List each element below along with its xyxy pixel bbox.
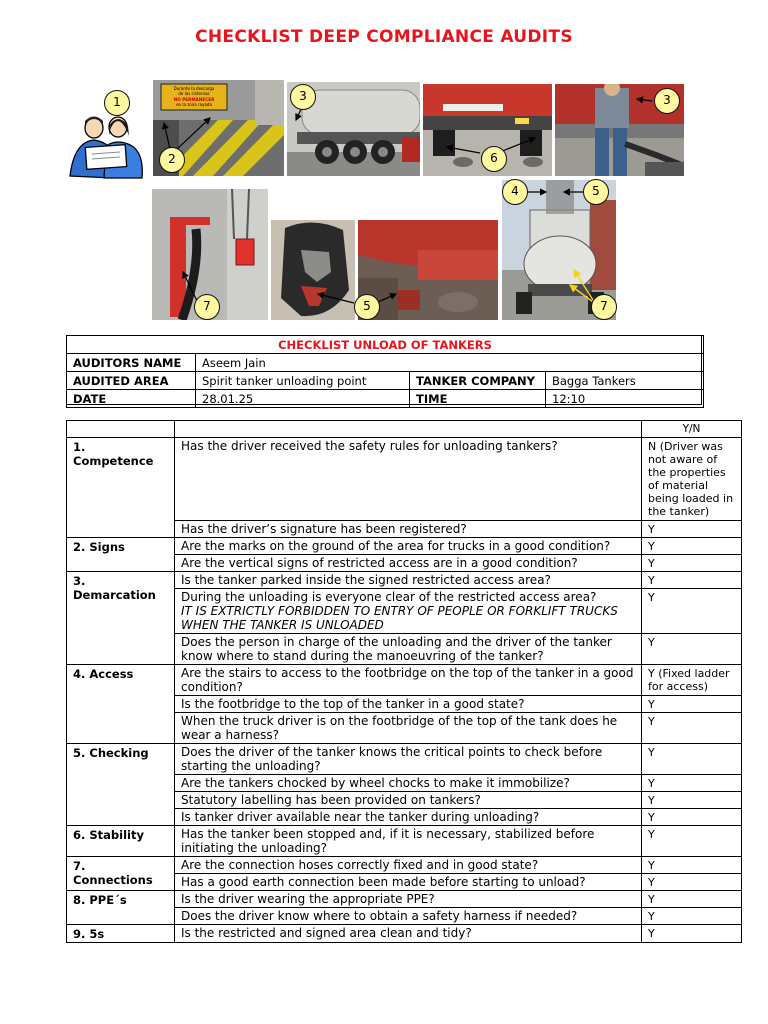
question-text: Is tanker driver available near the tanker during unloading? [181, 810, 540, 824]
checklist-row [67, 826, 742, 857]
checklist-row [67, 665, 742, 696]
auditors-name-value: Aseem Jain [196, 354, 704, 372]
question-text: When the truck driver is on the footbridge of the top of the tank does he wear a harness? [181, 714, 618, 742]
question-text: Does the driver know where to obtain a safety harness if needed? [181, 909, 578, 923]
callout-badge-5: 5 [583, 179, 609, 205]
header-blank-question [175, 421, 642, 438]
answer-cell: Y [642, 809, 742, 826]
auditors-clipart [64, 112, 150, 180]
answer-cell: Y [642, 744, 742, 775]
info-table-caption: CHECKLIST UNLOAD OF TANKERS [67, 336, 704, 354]
checklist-row [67, 925, 742, 943]
category-cell: 8. PPE´s [67, 891, 175, 925]
category-cell: 5. Checking [67, 744, 175, 826]
category-cell: 6. Stability [67, 826, 175, 857]
time-label: TIME [410, 390, 546, 408]
question-cell [175, 589, 642, 634]
tanker-company-value: Bagga Tankers [546, 372, 704, 390]
audited-area-label: AUDITED AREA [67, 372, 196, 390]
answer-cell: Y [642, 891, 742, 908]
question-text: Are the vertical signs of restricted access are in a good condition? [181, 556, 578, 570]
question-cell [175, 744, 642, 775]
question-cell [175, 891, 642, 908]
question-text: During the unloading is everyone clear of the restricted access area? [181, 590, 597, 604]
answer-cell: Y [642, 925, 742, 943]
callout-badge-2: 2 [159, 147, 185, 173]
question-cell [175, 775, 642, 792]
category-cell: 2. Signs [67, 538, 175, 572]
checklist-row [67, 538, 742, 555]
tanker-company-label: TANKER COMPANY [410, 372, 546, 390]
checklist-row [67, 572, 742, 589]
question-cell [175, 809, 642, 826]
question-cell [175, 665, 642, 696]
answer-cell: Y [642, 696, 742, 713]
question-note: IT IS EXTRICTLY FORBIDDEN TO ENTRY OF PEOPLE OR FORKLIFT TRUCKS WHEN THE TANKER IS UNLOADED [181, 604, 618, 632]
answer-cell: Y [642, 572, 742, 589]
page-title: CHECKLIST DEEP COMPLIANCE AUDITS [195, 27, 573, 47]
question-cell [175, 634, 642, 665]
question-text: Has the driver received the safety rules for unloading tankers? [181, 439, 558, 453]
question-text: Is the tanker parked inside the signed restricted access area? [181, 573, 551, 587]
question-cell [175, 713, 642, 744]
time-value: 12:10 [546, 390, 704, 408]
category-cell: 7. Connections [67, 857, 175, 891]
question-text: Are the connection hoses correctly fixed and in good state? [181, 858, 539, 872]
question-cell [175, 826, 642, 857]
category-cell: 1. Competence [67, 438, 175, 538]
answer-cell: Y [642, 792, 742, 809]
answer-cell: Y [642, 555, 742, 572]
question-text: Are the stairs to access to the footbridge on the top of the tanker in a good condition? [181, 666, 634, 694]
date-label: DATE [67, 390, 196, 408]
question-text: Is the footbridge to the top of the tanker in a good state? [181, 697, 525, 711]
sign-line-1: Durante la descarga [173, 86, 215, 91]
question-text: Is the driver wearing the appropriate PPE? [181, 892, 435, 906]
callout-badge-6: 6 [481, 146, 507, 172]
question-text: Has a good earth connection been made before starting to unload? [181, 875, 586, 889]
callout-badge-4: 4 [502, 179, 528, 205]
date-value: 28.01.25 [196, 390, 410, 408]
checklist-row [67, 891, 742, 908]
question-cell [175, 925, 642, 943]
callout-badge-3b: 3 [654, 88, 680, 114]
checklist-header-row [67, 421, 742, 438]
question-text: Statutory labelling has been provided on tankers? [181, 793, 481, 807]
callout-badge-3: 3 [290, 84, 316, 110]
header-blank-category [67, 421, 175, 438]
callout-badge-7: 7 [194, 294, 220, 320]
callout-badge-5b: 5 [354, 294, 380, 320]
question-text: Does the person in charge of the unloading and the driver of the tanker know where to stand during the manoeuvring of the tanker? [181, 635, 612, 663]
sign-line-4: en la zona rayada [176, 102, 212, 107]
auditors-name-label: AUDITORS NAME [67, 354, 196, 372]
question-cell [175, 874, 642, 891]
answer-cell: Y [642, 826, 742, 857]
category-cell: 4. Access [67, 665, 175, 744]
question-cell [175, 572, 642, 589]
wheel-chock-photo [271, 220, 355, 320]
checklist-body [67, 421, 742, 943]
answer-cell: Y [642, 775, 742, 792]
answer-cell: Y [642, 589, 742, 634]
checklist-row [67, 438, 742, 521]
answer-cell: Y [642, 521, 742, 538]
answer-cell: Y [642, 713, 742, 744]
answer-cell: Y [642, 634, 742, 665]
answer-cell: Y [642, 857, 742, 874]
answer-cell: Y [642, 908, 742, 925]
question-text: Has the tanker been stopped and, if it is necessary, stabilized before initiating the unloading? [181, 827, 595, 855]
answer-cell: Y (Fixed ladder for access) [642, 665, 742, 696]
question-cell [175, 538, 642, 555]
question-text: Are the tankers chocked by wheel chocks to make it immobilize? [181, 776, 570, 790]
checklist-row [67, 744, 742, 775]
answer-cell: N (Driver was not aware of the properties of material being loaded in the tanker) [642, 438, 742, 521]
audit-info-table [66, 335, 704, 408]
audited-area-value: Spirit tanker unloading point [196, 372, 410, 390]
checklist-table [66, 420, 742, 943]
category-cell: 9. 5s [67, 925, 175, 943]
question-text: Has the driver’s signature has been registered? [181, 522, 467, 536]
sign-line-2: de las cisternas [178, 91, 210, 96]
question-cell [175, 521, 642, 538]
question-cell [175, 792, 642, 809]
question-text: Does the driver of the tanker knows the critical points to check before starting the unloading? [181, 745, 603, 773]
answer-cell: Y [642, 874, 742, 891]
checklist-row [67, 857, 742, 874]
question-cell [175, 438, 642, 521]
yn-column-header: Y/N [642, 421, 742, 438]
question-text: Is the restricted and signed area clean and tidy? [181, 926, 472, 940]
callout-badge-7b: 7 [591, 294, 617, 320]
question-cell [175, 555, 642, 572]
category-cell: 3. Demarcation [67, 572, 175, 665]
sign-line-3: NO PERMANECER [173, 97, 215, 102]
callout-badge-1: 1 [104, 90, 130, 116]
question-cell [175, 857, 642, 874]
question-text: Are the marks on the ground of the area for trucks in a good condition? [181, 539, 611, 553]
question-cell [175, 908, 642, 925]
answer-cell: Y [642, 538, 742, 555]
question-cell [175, 696, 642, 713]
